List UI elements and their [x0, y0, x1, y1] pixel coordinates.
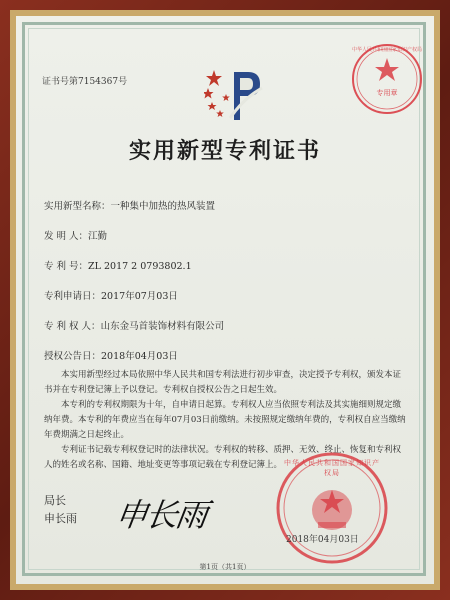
field-patentee [44, 318, 224, 332]
field-patentee-label: 专 利 权 人： [44, 321, 101, 332]
certificate-number: 证书号第7154367号 [42, 77, 128, 87]
field-grant-date-value: 2018年04月03日 [101, 351, 178, 362]
signature: 申长雨 [113, 496, 209, 534]
field-inventor-value: 江勤 [88, 231, 108, 242]
paragraph-1: 本实用新型经过本局依照中华人民共和国专利法进行初步审查，决定授予专利权，颁发本证书并在专利登记簿上予以登记。专利权自授权公告之日起生效。 [44, 370, 402, 395]
certificate-title: 实用新型专利证书 [128, 138, 321, 164]
certificate-paper [16, 16, 434, 584]
seal-date: 2018年04月03日 [286, 535, 359, 545]
signature-title: 局长 [44, 494, 66, 507]
page-footer: 第1页（共1页） [199, 563, 251, 571]
field-grant-date-label: 授权公告日： [44, 351, 102, 362]
top-right-seal [350, 42, 424, 120]
field-application-date [44, 288, 178, 302]
bottom-right-seal [274, 450, 390, 570]
signature-name: 申长雨 [44, 512, 77, 525]
paragraph-2: 本专利的专利权期限为十年，自申请日起算。专利权人应当依照专利法及其实施细则规定缴纳年费。本专利的年费应当在每年07月03日前缴纳。未按照规定缴纳年费的，专利权自应当缴纳年费期满之日起终止。 [44, 400, 406, 440]
field-inventor-label: 发 明 人： [44, 231, 89, 242]
field-patentee-value: 山东金马首装饰材料有限公司 [100, 321, 225, 332]
field-patent-number-label: 专 利 号： [44, 261, 89, 272]
top-right-seal-org: 中华人民共和国国家知识产权局 [351, 47, 422, 53]
field-inventor [44, 228, 107, 242]
paragraph-3: 专利证书记载专利权登记时的法律状况。专利权的转移、质押、无效、终止、恢复和专利权人的姓名或名称、国籍、地址变更等事项记载在专利登记簿上。 [44, 445, 402, 470]
field-grant-date [44, 348, 178, 362]
field-patent-number [44, 258, 192, 272]
field-patent-number-value: ZL 2017 2 0793802.1 [88, 261, 192, 272]
field-application-date-label: 专利申请日： [44, 291, 102, 302]
field-application-date-value: 2017年07月03日 [101, 291, 178, 302]
top-right-seal-label: 专用章 [376, 89, 398, 97]
bottom-right-seal-org: 中华人民共和国国家知识产权局 [284, 459, 380, 477]
sipo-logo-icon [204, 68, 264, 128]
field-name-value: 一种集中加热的热风装置 [110, 201, 216, 212]
field-name [44, 198, 215, 212]
field-name-label: 实用新型名称： [44, 201, 111, 212]
